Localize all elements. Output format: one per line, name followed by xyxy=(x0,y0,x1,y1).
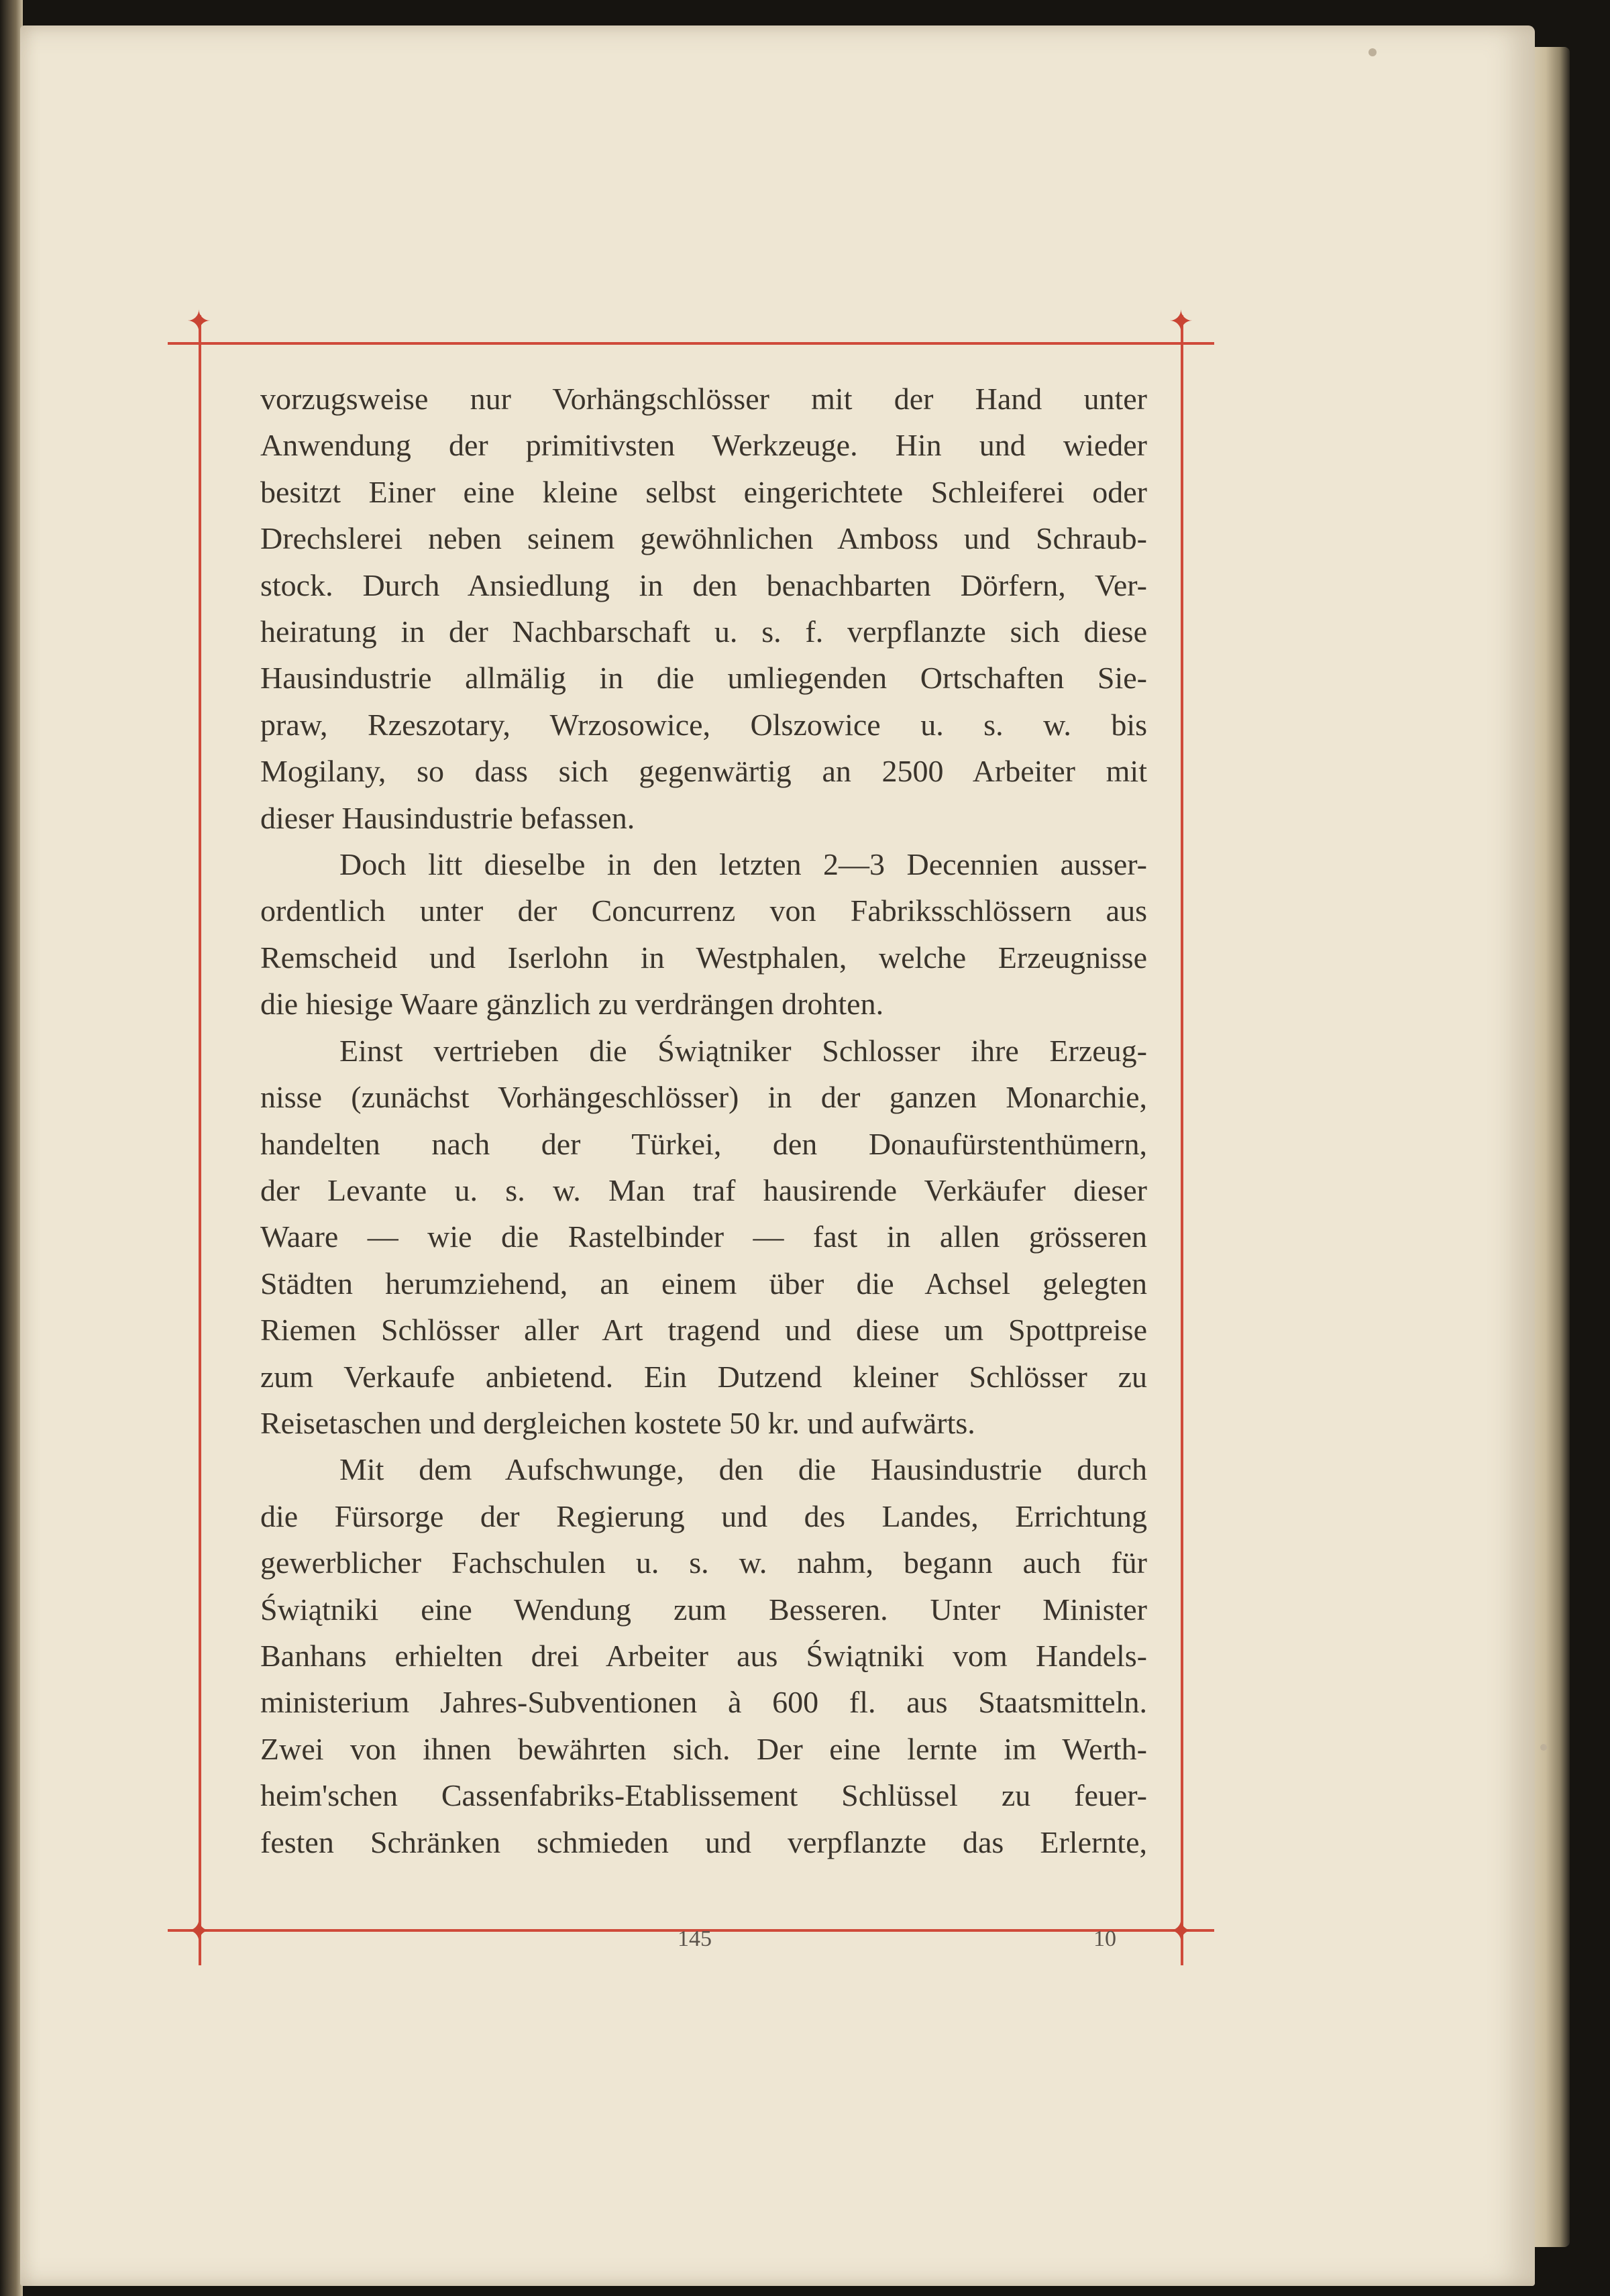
text-line: heim'schen Cassenfabriks-Etablissement Schlüssel zu feuer- xyxy=(260,1778,1147,1813)
text-line: Świątniki eine Wendung zum Besseren. Unter Minister xyxy=(260,1592,1147,1627)
text-line: Banhans erhielten drei Arbeiter aus Świątniki vom Handels- xyxy=(260,1638,1147,1673)
text-line: festen Schränken schmieden und verpflanzte das Erlernte, xyxy=(260,1824,1147,1859)
text-line: Einst vertrieben die Świątniker Schlosser ihre Erzeug- xyxy=(339,1033,1147,1068)
text-line: Riemen Schlösser aller Art tragend und diese um Spottpreise xyxy=(260,1313,1147,1348)
text-line: ministerium Jahres-Subventionen à 600 fl. aus Staatsmitteln. xyxy=(260,1685,1147,1720)
text-line: Remscheid und Iserlohn in Westphalen, welche Erzeugnisse xyxy=(260,940,1147,975)
text-line: Städten herumziehend, an einem über die Achsel gelegten xyxy=(260,1266,1147,1301)
text-line: Anwendung der primitivsten Werkzeuge. Hin und wieder xyxy=(260,428,1147,463)
text-line: stock. Durch Ansiedlung in den benachbarten Dörfern, Ver- xyxy=(260,567,1147,602)
text-line: Waare — wie die Rastelbinder — fast in allen grösseren xyxy=(260,1219,1147,1254)
text-line: Hausindustrie allmälig in die umliegenden Ortschaften Sie- xyxy=(260,661,1147,696)
frame-left-rule xyxy=(199,315,201,1965)
text-line: handelten nach der Türkei, den Donaufürstenthümern, xyxy=(260,1126,1147,1161)
frame-top-rule xyxy=(168,342,1214,345)
text-line: besitzt Einer eine kleine selbst eingerichtete Schleiferei oder xyxy=(260,474,1147,509)
frame-corner-ornament-bottom-right: ✦ xyxy=(1169,1914,1193,1949)
text-line: Doch litt dieselbe in den letzten 2—3 Decennien ausser- xyxy=(339,847,1147,882)
text-line: zum Verkaufe anbietend. Ein Dutzend kleiner Schlösser zu xyxy=(260,1359,1147,1394)
frame-corner-ornament-top-right: ✦ xyxy=(1169,305,1193,339)
text-line: Mit dem Aufschwunge, den die Hausindustrie durch xyxy=(339,1452,1147,1487)
text-line: heiratung in der Nachbarschaft u. s. f. verpflanzte sich diese xyxy=(260,614,1147,649)
text-line: gewerblicher Fachschulen u. s. w. nahm, begann auch für xyxy=(260,1545,1147,1580)
frame-corner-ornament-bottom-left: ✦ xyxy=(186,1914,211,1949)
text-line: Zwei von ihnen bewährten sich. Der eine lernte im Werth- xyxy=(260,1731,1147,1766)
text-line: nisse (zunächst Vorhängeschlösser) in der ganzen Monarchie, xyxy=(260,1080,1147,1115)
signature-mark: 10 xyxy=(1093,1926,1116,1951)
text-line: Mogilany, so dass sich gegenwärtig an 2500 Arbeiter mit xyxy=(260,754,1147,789)
text-line: vorzugsweise nur Vorhängschlösser mit der Hand unter xyxy=(260,382,1147,416)
paper-spot xyxy=(1540,1744,1547,1751)
text-line: praw, Rzeszotary, Wrzosowice, Olszowice u. s. w. bis xyxy=(260,707,1147,742)
text-line: Reisetaschen und dergleichen kostete 50 kr. und aufwärts. xyxy=(260,1405,975,1440)
text-line: dieser Hausindustrie befassen. xyxy=(260,800,635,835)
page-edge xyxy=(1529,47,1570,2247)
paper-spot xyxy=(1368,48,1377,56)
frame-right-rule xyxy=(1181,315,1183,1965)
text-line: die hiesige Waare gänzlich zu verdrängen drohten. xyxy=(260,987,884,1022)
text-line: Drechslerei neben seinem gewöhnlichen Amboss und Schraub- xyxy=(260,521,1147,556)
frame-corner-ornament-top-left: ✦ xyxy=(186,305,211,339)
page-number: 145 xyxy=(678,1926,712,1951)
page-body-text xyxy=(260,376,1147,1865)
text-line: der Levante u. s. w. Man traf hausirende Verkäufer dieser xyxy=(260,1172,1147,1207)
text-line: ordentlich unter der Concurrenz von Fabriksschlössern aus xyxy=(260,893,1147,928)
text-line: die Fürsorge der Regierung und des Landes, Errichtung xyxy=(260,1498,1147,1533)
book-spine xyxy=(0,0,23,2296)
